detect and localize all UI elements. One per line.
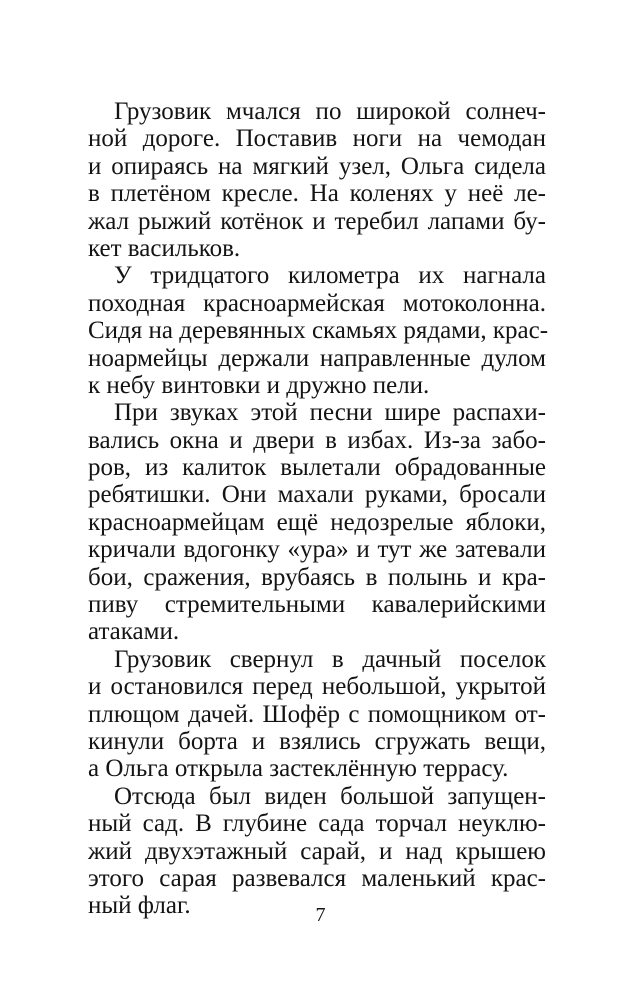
text-line: ребятишки. Они махали руками, бросали — [88, 481, 546, 509]
text-line: При звуках этой песни шире распахи- — [114, 399, 546, 427]
text-line: У тридцатого километра их нагнала — [114, 262, 546, 290]
text-line: походная красноармейская мотоколонна. — [88, 289, 546, 317]
text-line: к небу винтовки и дружно пели. — [88, 371, 430, 399]
text-line: пиву стремительными кавалерийскими — [88, 591, 546, 619]
text-line: вались окна и двери в избах. Из-за забо- — [88, 426, 546, 454]
text-line: ной дороге. Поставив ноги на чемодан — [88, 125, 546, 153]
body-text — [88, 98, 549, 920]
text-line: и опираясь на мягкий узел, Ольга сидела — [88, 152, 546, 180]
text-line: ров, из калиток вылетали обрадованные — [88, 454, 546, 482]
text-line: красноармейцам ещё недозрелые яблоки, — [88, 508, 546, 536]
text-line: и остановился перед небольшой, укрытой — [88, 673, 546, 701]
text-line: ноармейцы держали направленные дулом — [88, 344, 546, 372]
paragraph-3 — [88, 399, 546, 646]
paragraph-5 — [88, 783, 546, 920]
text-line: Сидя на деревянных скамьях рядами, крас- — [88, 317, 549, 345]
text-line: бои, сражения, врубаясь в полынь и кра- — [88, 563, 546, 591]
text-line: кричали вдогонку «ура» и тут же затевали — [88, 536, 546, 564]
text-line: Грузовик свернул в дачный поселок — [114, 645, 546, 673]
text-line: жий двухэтажный сарай, и над крышею — [88, 837, 546, 865]
text-line: Отсюда был виден большой запущен- — [114, 782, 546, 810]
text-line: этого сарая развевался маленький крас- — [88, 864, 546, 892]
paragraph-4 — [88, 646, 546, 783]
text-line: в плетёном кресле. На коленях у неё ле- — [88, 180, 546, 208]
page-number: 7 — [315, 904, 326, 926]
text-line: Грузовик мчался по широкой солнеч- — [114, 98, 546, 125]
text-line: кинули борта и взялись сгружать вещи, — [88, 727, 546, 755]
text-line: жал рыжий котёнок и теребил лапами бу- — [88, 207, 546, 235]
text-line: ный флаг. — [88, 892, 191, 920]
text-line: атаками. — [88, 618, 180, 646]
text-line: кет васильков. — [88, 234, 241, 262]
paragraph-1 — [88, 98, 546, 262]
text-line: плющом дачей. Шофёр с помощником от- — [88, 700, 546, 728]
paragraph-2 — [88, 262, 549, 399]
text-line: а Ольга открыла застеклённую террасу. — [88, 755, 509, 783]
text-line: ный сад. В глубине сада торчал неуклю- — [88, 810, 546, 838]
